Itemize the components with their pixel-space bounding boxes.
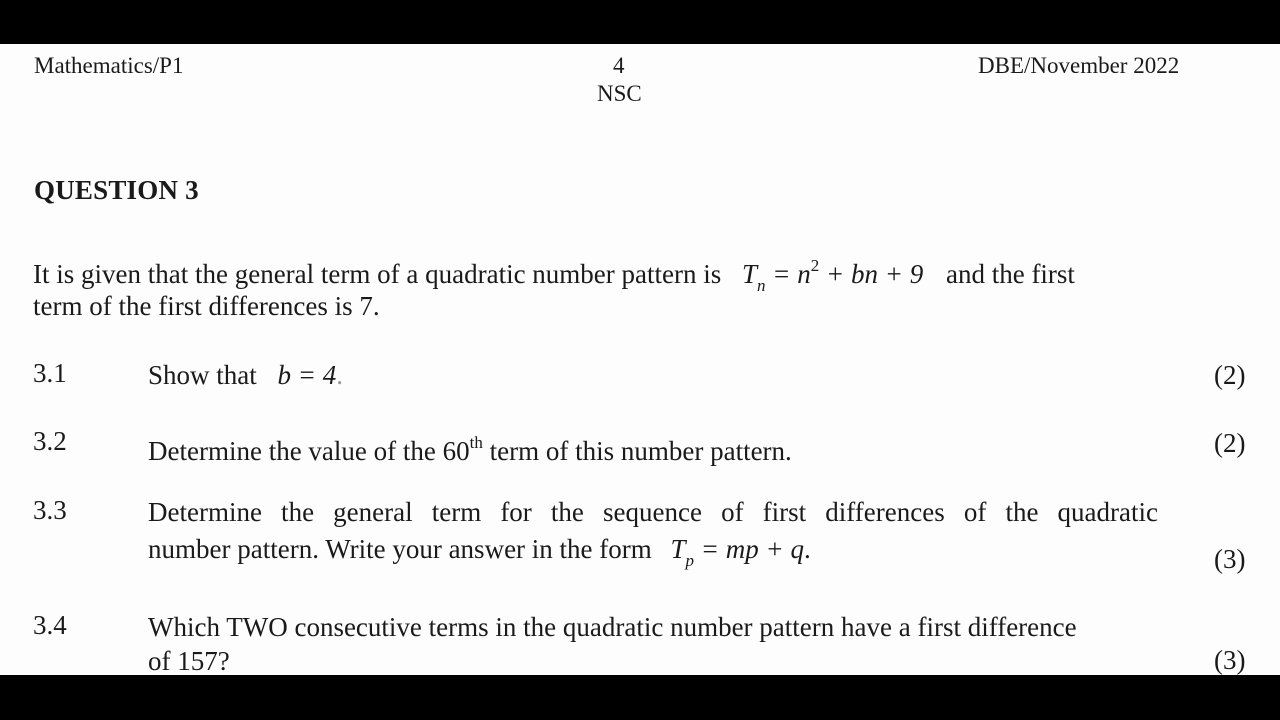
item-text-3-1: Show that b = 4.	[148, 360, 343, 390]
header-subject: Mathematics/P1	[34, 53, 184, 78]
item-number-3-4: 3.4	[33, 610, 67, 640]
item-marks-3-3: (3)	[1214, 544, 1246, 574]
intro-text-1: It is given that the general term of a quadratic number pattern is	[33, 259, 722, 289]
item-text-3-2: Determine the value of the 60th term of this number pattern.	[148, 433, 792, 466]
item-marks-3-1: (2)	[1214, 360, 1246, 390]
item-marks-3-4: (3)	[1214, 645, 1246, 675]
item-text-3-3-line-2: number pattern. Write your answer in the form $T_p$ = mp + q.	[148, 534, 811, 570]
item-text-3-4-line-2: of 157?	[148, 646, 230, 675]
question-title: QUESTION 3	[34, 175, 199, 205]
item-text-3-3-line-1: Determine the general term for the sequence of first differences of the quadratic	[148, 497, 1158, 527]
question-intro-line-2: term of the first differences is 7.	[33, 291, 380, 321]
item-number-3-2: 3.2	[33, 426, 67, 456]
item-math-3-1: b = 4	[277, 360, 337, 390]
header-page-number: 4	[613, 53, 625, 78]
item-text-3-4-line-1: Which TWO consecutive terms in the quadratic number pattern have a first difference	[148, 612, 1077, 642]
intro-formula: $T_n = n^2$ + bn + 9	[742, 256, 924, 295]
header-nsc: NSC	[597, 81, 642, 106]
intro-text-2: and the first	[945, 259, 1075, 289]
exam-page	[0, 44, 1280, 675]
item-number-3-1: 3.1	[33, 358, 67, 388]
item-math-3-3: $T_p$ = mp + q	[670, 534, 804, 570]
ordinal-60: 60	[442, 436, 470, 466]
item-number-3-3: 3.3	[33, 495, 67, 525]
header-date: DBE/November 2022	[978, 53, 1180, 78]
item-marks-3-2: (2)	[1214, 428, 1246, 458]
